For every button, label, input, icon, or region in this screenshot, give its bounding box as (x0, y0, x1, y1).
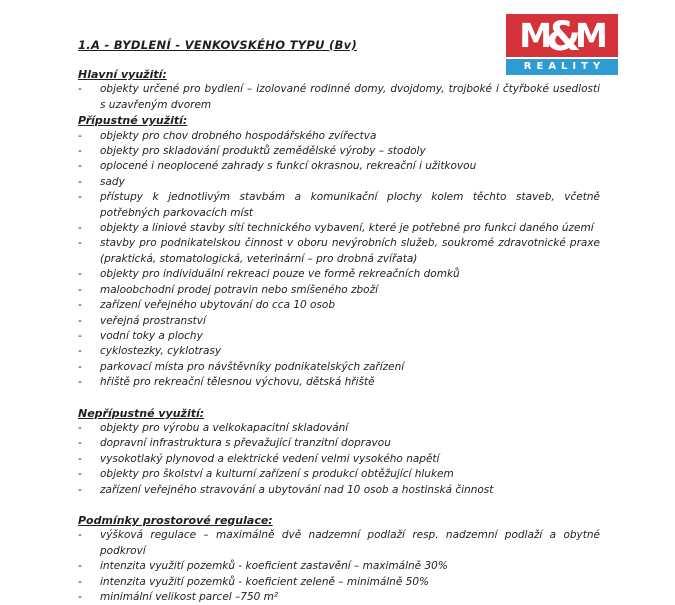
list-item (78, 375, 600, 390)
list-item (78, 575, 600, 590)
list-item (78, 483, 600, 498)
bullet-dash: - (78, 468, 82, 481)
bullet-dash: - (78, 575, 82, 588)
bullet-dash: - (78, 529, 82, 542)
list-item (78, 298, 600, 313)
bullet-dash: - (78, 83, 82, 96)
bullet-dash: - (78, 560, 82, 573)
bullet-dash: - (78, 222, 82, 235)
list-item (78, 82, 600, 113)
list-item-text: intenzita využití pozemků - koeficient zastavění – maximálně 30% (100, 560, 448, 573)
list-item-text: veřejná prostranství (100, 314, 206, 327)
list-item (78, 329, 600, 344)
bullet-dash: - (78, 175, 82, 188)
bullet-dash: - (78, 268, 82, 281)
list-item-text: zařízení veřejného ubytování do cca 10 osob (100, 299, 336, 312)
list-item-text: objekty pro skladování produktů zemědělské výroby – stodoly (100, 145, 426, 158)
logo-m-left: M (519, 16, 550, 55)
list-item (78, 528, 600, 559)
list-item-text: stavby pro podnikatelskou činnost v oboru nevýrobních služeb, soukromé zdravotnické praxe (praktická, stomatologická, veterinární – pro drobná zvířata) (100, 237, 600, 265)
list-item-text: vodní toky a plochy (100, 329, 203, 342)
list-item (78, 421, 600, 436)
list-item-text: objekty pro školství a kulturní zařízení s produkcí obtěžující hlukem (100, 468, 454, 481)
list-item-text: parkovací místa pro návštěvníky podnikatelských zařízení (100, 360, 405, 373)
bullet-dash: - (78, 160, 82, 173)
list-item-text: objekty určené pro bydlení – izolované rodinné domy, dvojdomy, trojboké i čtyřboké usedlosti s uzavřeným dvorem (100, 83, 600, 111)
list-item (78, 190, 600, 221)
bullet-dash: - (78, 591, 82, 603)
list-item (78, 159, 600, 174)
list-item-text: vysokotlaký plynovod a elektrické vedení velmi vysokého napětí (100, 452, 440, 465)
section-podminky-prostorove-regulace (78, 513, 600, 605)
list-item-text: objekty pro výrobu a velkokapacitní skladování (100, 421, 349, 434)
list-item (78, 175, 600, 190)
list-item-text: objekty a liniové stavby sítí technického vybavení, které je potřebné pro funkci daného území (100, 222, 594, 235)
bullet-dash: - (78, 376, 82, 389)
bullet-dash: - (78, 129, 82, 142)
document-content (78, 37, 600, 605)
section-hlavni-vyuziti (78, 67, 600, 113)
list-item (78, 436, 600, 451)
bullet-dash: - (78, 329, 82, 342)
list-item (78, 267, 600, 282)
list-item (78, 559, 600, 574)
section-heading: Podmínky prostorové regulace: (78, 513, 273, 527)
bullet-dash: - (78, 299, 82, 312)
section-pripustne-vyuziti (78, 113, 600, 390)
bullet-dash: - (78, 145, 82, 158)
section-heading: Přípustné využití: (78, 114, 188, 128)
list-item (78, 467, 600, 482)
list-item-text: hřiště pro rekreační tělesnou výchovu, dětská hřiště (100, 376, 375, 389)
list-item-text: objekty pro chov drobného hospodářského zvířectva (100, 129, 377, 142)
list-item-text: přístupy k jednotlivým stavbám a komunikační plochy kolem těchto staveb, včetně potřebných parkovacích míst (100, 191, 600, 219)
list-item (78, 283, 600, 298)
list-item (78, 221, 600, 236)
page-title: 1.A - BYDLENÍ - VENKOVSKÉHO TYPU (Bv) (78, 38, 358, 52)
list-item (78, 452, 600, 467)
list-item-text: oplocené i neoplocené zahrady s funkcí okrasnou, rekreační i užitkovou (100, 160, 477, 173)
list-item-text: zařízení veřejného stravování a ubytování nad 10 osob a hostinská činnost (100, 483, 494, 496)
list-item (78, 360, 600, 375)
bullet-dash: - (78, 283, 82, 296)
list-item-text: výšková regulace – maximálně dvě nadzemní podlaží resp. nadzemní podlaží a obytné podkroví (100, 529, 600, 557)
bullet-dash: - (78, 237, 82, 250)
section-heading: Nepřípustné využití: (78, 406, 205, 420)
list-item-text: dopravní infrastruktura s převažující tranzitní dopravou (100, 437, 391, 450)
bullet-dash: - (78, 421, 82, 434)
list-item-text: objekty pro individuální rekreaci pouze ve formě rekreačních domků (100, 268, 460, 281)
logo-m-right: M (574, 16, 605, 55)
list-item (78, 236, 600, 267)
section-heading: Hlavní využití: (78, 68, 167, 81)
bullet-dash: - (78, 345, 82, 358)
list-item (78, 129, 600, 144)
list-item (78, 344, 600, 359)
logo-reality-label: REALITY (506, 59, 618, 75)
section-nepripustne-vyuziti (78, 406, 600, 498)
bullet-dash: - (78, 452, 82, 465)
list-item-text: sady (100, 175, 125, 188)
logo-ampersand-icon: & (546, 13, 578, 60)
bullet-dash: - (78, 360, 82, 373)
list-item (78, 314, 600, 329)
bullet-dash: - (78, 191, 82, 204)
list-item-text: cyklostezky, cyklotrasy (100, 345, 222, 358)
list-item-text: intenzita využití pozemků - koeficient zeleně – minimálně 50% (100, 575, 429, 588)
bullet-dash: - (78, 437, 82, 450)
list-item-text: maloobchodní prodej potravin nebo smíšeného zboží (100, 283, 379, 296)
list-item-text: minimální velikost parcel –750 m² (100, 591, 279, 603)
bullet-dash: - (78, 483, 82, 496)
list-item (78, 590, 600, 605)
bullet-dash: - (78, 314, 82, 327)
list-item (78, 144, 600, 159)
